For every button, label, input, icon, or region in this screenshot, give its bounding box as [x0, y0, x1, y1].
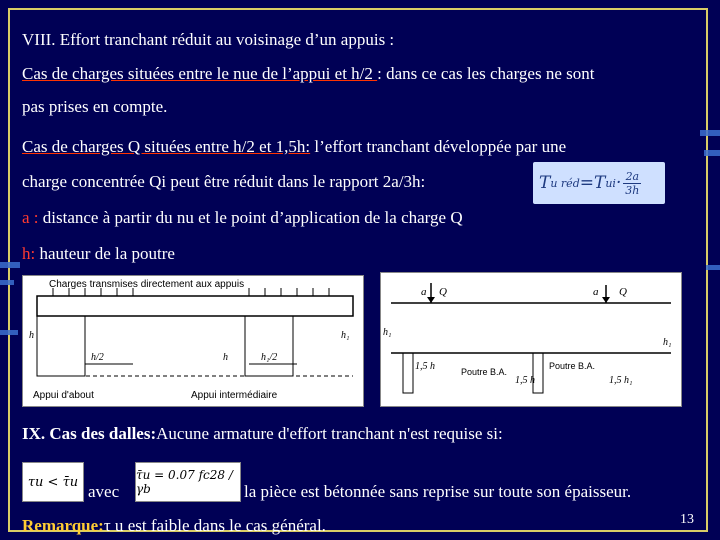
- diagram1-top-label: Charges transmises directement aux appuis: [49, 279, 245, 290]
- case2-line2: charge concentrée Qi peut être réduit dans le rapport 2a/3h:: [22, 172, 426, 191]
- shear-condition: τu < τ̄u: [22, 462, 84, 502]
- decor-bar: [706, 265, 720, 270]
- beam-diagram-left-svg: [23, 276, 363, 406]
- svg-text:Appui intermédiaire: Appui intermédiaire: [191, 390, 278, 401]
- case1-line: [22, 64, 594, 84]
- case1-rest: : dans ce cas les charges ne sont: [377, 64, 595, 83]
- svg-text:a: a: [421, 286, 427, 298]
- svg-text:Appui d'about: Appui d'about: [33, 390, 94, 401]
- case2-rest: l’effort tranchant développée par une: [310, 137, 567, 156]
- case1-underlined: Cas de charges situées entre le nue de l’appui et h/2: [22, 64, 378, 83]
- svg-text:Poutre B.A.: Poutre B.A.: [549, 361, 596, 371]
- svg-text:h₁/2: h₁/2: [261, 352, 278, 363]
- svg-text:Q: Q: [439, 286, 447, 298]
- section9-line: [22, 424, 503, 444]
- condition-text: la pièce est bétonnée sans reprise sur toute son épaisseur.: [244, 482, 632, 501]
- section8-title: VIII. Effort tranchant réduit au voisinage d’un appuis :: [22, 30, 395, 49]
- beam-diagram-right-svg: [381, 273, 681, 406]
- decor-bar: [700, 130, 720, 136]
- svg-text:h₁: h₁: [663, 337, 672, 348]
- svg-text:Poutre B.A.: Poutre B.A.: [461, 367, 508, 377]
- decor-bar: [0, 330, 18, 335]
- avec-label: avec: [88, 482, 120, 501]
- svg-text:1,5 h: 1,5 h: [415, 361, 435, 372]
- section9-title: IX. Cas des dalles:: [22, 424, 157, 443]
- slide-frame: [8, 8, 708, 532]
- beam-diagram-left: [22, 275, 364, 407]
- svg-text:1,5 h₁: 1,5 h₁: [609, 375, 633, 386]
- formula-fraction: $\frac{2a}{3h}$: [625, 169, 640, 197]
- definition-a: a : distance à partir du nu et le point d’application de la charge Q: [22, 208, 463, 227]
- svg-text:h: h: [29, 330, 34, 341]
- beam-diagram-right: [380, 272, 682, 407]
- page-number: 13: [680, 512, 694, 527]
- reduction-formula: T u réd = T ui · $\frac{2a}{3h}$: [533, 162, 665, 204]
- svg-text:h₁: h₁: [341, 330, 350, 341]
- svg-text:a: a: [593, 286, 599, 298]
- svg-text:h: h: [223, 352, 228, 363]
- case2-underlined: Cas de charges Q situées entre h/2 et 1,5h:: [22, 137, 311, 156]
- svg-text:Q: Q: [619, 286, 627, 298]
- svg-text:h₁: h₁: [383, 327, 392, 338]
- case1-line2: pas prises en compte.: [22, 97, 168, 116]
- remark-line: Remarque:τ u est faible dans le cas général.: [22, 516, 326, 535]
- remark-label: Remarque:: [22, 516, 104, 535]
- decor-bar: [0, 262, 20, 268]
- svg-text:h/2: h/2: [91, 352, 104, 363]
- tau-bar-formula: τ̄u = 0.07 fc28 / γb: [135, 462, 241, 502]
- definition-h: h: hauteur de la poutre: [22, 244, 175, 263]
- section9-text: Aucune armature d'effort tranchant n'est requise si:: [156, 424, 503, 443]
- svg-text:1,5 h: 1,5 h: [515, 375, 535, 386]
- decor-bar: [0, 280, 14, 285]
- case2-line: [22, 137, 566, 157]
- decor-bar: [704, 150, 720, 156]
